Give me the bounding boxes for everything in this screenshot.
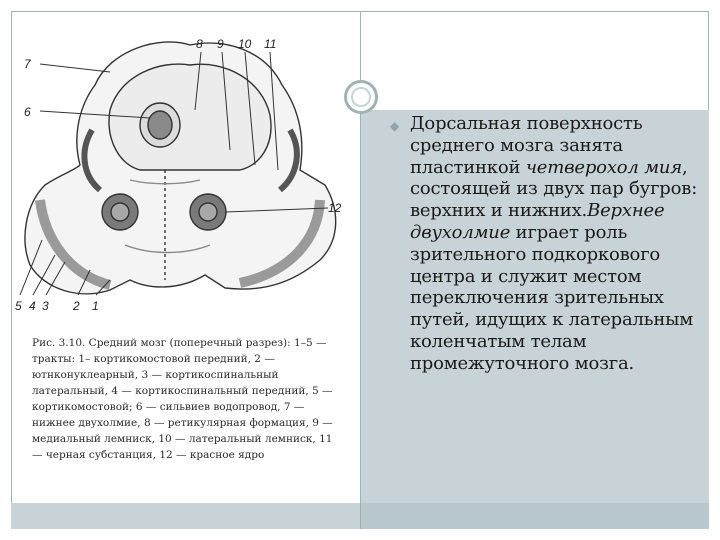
figure-label-5: 5 — [15, 299, 22, 313]
bullet-text-part: , состоящей из двух пар бугров: верхних и нижних. — [410, 156, 698, 222]
figure-label-8: 8 — [196, 37, 203, 51]
bullet-text-part: играет роль зрительного подкоркового центра и служит местом переключения зрительных путей, идущих к латеральным коленчатым телам промежуточного мозга. — [410, 221, 694, 374]
bullet-text-part: Дорсальная поверхность среднего мозга занята пластинкой — [410, 113, 643, 178]
bullet-marker-icon: ◆ — [390, 119, 400, 133]
figure-label-10: 10 — [238, 37, 252, 51]
figure-label-9: 9 — [217, 37, 224, 51]
figure-label-3: 3 — [42, 299, 49, 313]
figure-label-12: 12 — [328, 201, 342, 215]
figure-label-11: 11 — [264, 37, 277, 51]
figure-label-1: 1 — [92, 299, 99, 313]
main-bullet-text — [410, 113, 702, 375]
figure-label-6: 6 — [24, 105, 31, 119]
figure-label-7: 7 — [24, 57, 31, 71]
decorative-circle-icon — [344, 80, 378, 114]
bullet-italic-term: четверохол мия — [525, 156, 683, 178]
figure-caption: Рис. 3.10. Средний мозг (поперечный разрез): 1–5 — тракты: 1– кортикомостовой передний, 2 — ютнконуклеарный, 3 — кортикоспинальный латеральный, 4 — кортикоспинальный передний, 5 — кортикомостовой; 6 — сильвиев водопровод, 7 — нижнее двухолмие, 8 — ретикулярная формация, 9 — медиальный лемниск, 10 — латеральный лемниск, 11 — черная субстанция, 12 — красное ядро — [32, 337, 333, 461]
figure-label-4: 4 — [29, 299, 36, 313]
figure-label-2: 2 — [73, 299, 80, 313]
bullet-italic-term: Верхнее двухолмие — [410, 200, 665, 243]
